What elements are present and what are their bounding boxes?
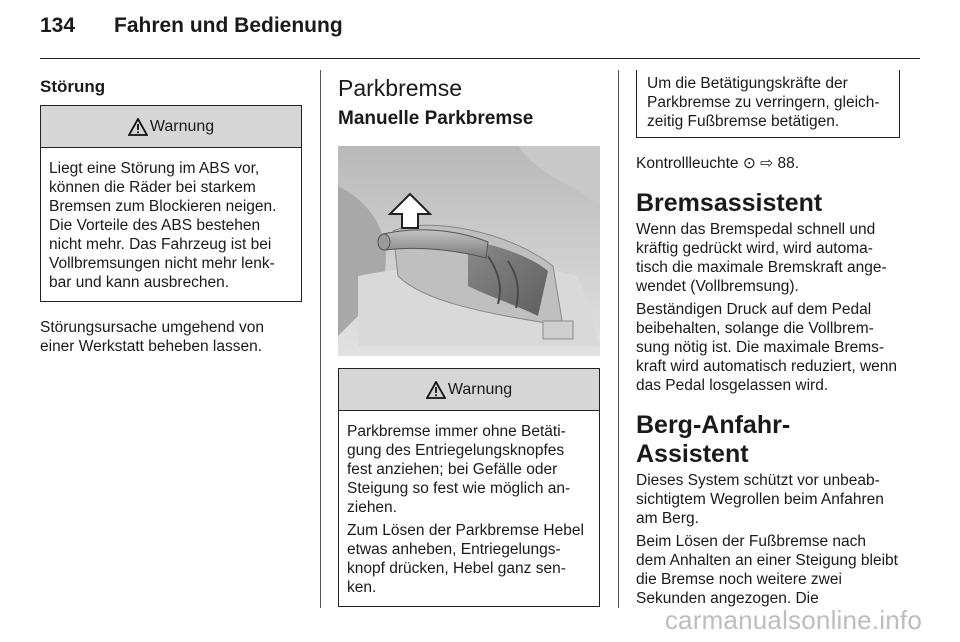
warning-text: Parkbremse immer ohne Betäti- gung des Entriegelungsknopfes fest anziehen; bei Gefälle oder Steigung so fest wie möglich an- ziehen.	[347, 423, 571, 516]
warning-label: Warnung	[149, 117, 215, 135]
column-divider	[618, 70, 619, 608]
warning-header	[41, 106, 301, 148]
warning-text: Um die Betätigungskräfte der Parkbremse zu verringern, gleich- zeitig Fußbremse betätigen.	[647, 75, 880, 130]
warning-header	[339, 369, 599, 411]
warning-box	[40, 105, 302, 302]
heading-parkbremse: Parkbremse	[338, 75, 462, 101]
warning-continuation-box	[636, 70, 900, 138]
indicator-reference: Kontrollleuchte ⊙ ⇨ 88.	[636, 155, 800, 172]
column-right	[636, 70, 900, 608]
page-reference: 88.	[777, 155, 800, 172]
indicator-lamp-icon: ⊙	[742, 155, 756, 172]
parking-brake-illustration	[338, 146, 600, 356]
warning-body	[41, 148, 301, 301]
column-divider	[320, 70, 321, 608]
header-rule	[40, 58, 920, 59]
column-left	[40, 70, 302, 356]
page-reference-arrow-icon: ⇨	[755, 155, 778, 172]
paragraph: Wenn das Bremspedal schnell und kräftig gedrückt wird, wird automa- tisch die maximale Bremskraft ange- wendet (Vollbremsung).	[636, 221, 887, 295]
heading-berg-anfahr-assistent: Berg-Anfahr-Assistent	[636, 411, 791, 468]
paragraph: Beim Lösen der Fußbremse nach dem Anhalten an einer Steigung bleibt die Bremse noch weitere zwei Sekunden angezogen. Die	[636, 533, 898, 607]
warning-triangle-icon	[128, 118, 148, 136]
page-number: 134	[40, 14, 76, 37]
section-title: Fahren und Bedienung	[114, 14, 343, 37]
warning-triangle-icon	[426, 381, 446, 399]
handbrake-lever-image	[338, 146, 600, 356]
column-middle	[338, 70, 600, 607]
subheading-manuelle-parkbremse: Manuelle Parkbremse	[338, 108, 534, 129]
watermark: carmanualsonline.info	[664, 605, 922, 635]
heading-bremsassistent: Bremsassistent	[636, 189, 823, 217]
warning-box	[338, 368, 600, 607]
warning-text: Zum Lösen der Parkbremse Hebel etwas anheben, Entriegelungs- knopf drücken, Hebel ganz sen- ken.	[347, 522, 584, 596]
paragraph: Dieses System schützt vor unbeab- sichtigtem Wegrollen beim Anfahren am Berg.	[636, 472, 884, 527]
heading-stoerung: Störung	[40, 77, 106, 96]
paragraph: Störungsursache umgehend von einer Werkstatt beheben lassen.	[40, 319, 265, 355]
paragraph: Beständigen Druck auf dem Pedal beibehalten, solange die Vollbrem- sung nötig ist. Die maximale Brems- kraft wird automatisch reduziert, wenn das Pedal losgelassen wird.	[636, 301, 898, 394]
warning-label: Warnung	[447, 380, 513, 398]
page-header	[40, 14, 343, 38]
warning-body	[339, 411, 599, 606]
warning-text: Liegt eine Störung im ABS vor, können die Räder bei starkem Bremsen zum Blockieren neigen. Die Vorteile des ABS bestehen nicht mehr. Das Fahrzeug ist bei Vollbremsungen nicht mehr lenk- bar und kann ausbrechen.	[49, 160, 277, 291]
